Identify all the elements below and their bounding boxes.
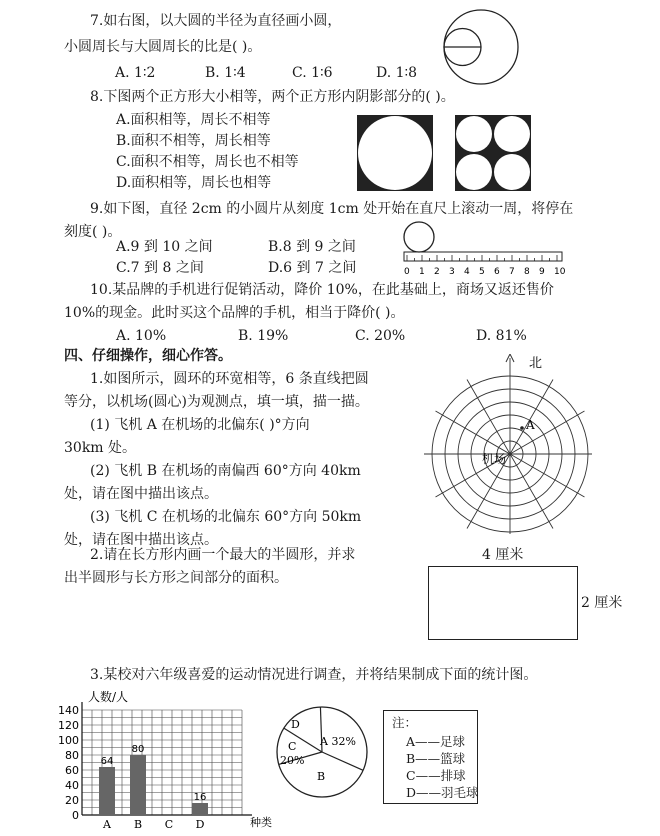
bar-ytick-label: 40 bbox=[65, 779, 79, 792]
polar-diagram bbox=[422, 354, 592, 534]
bar-category-label: A bbox=[103, 818, 111, 831]
s4-p1-c1: (3) 飞机 C 在机场的北偏东 60°方向 50km bbox=[90, 509, 362, 525]
q10-option-d: D. 81% bbox=[476, 328, 527, 344]
q10-option-b: B. 19% bbox=[238, 328, 289, 344]
q8-squares-figure bbox=[355, 113, 535, 193]
q8-option-c: C.面积不相等，周长也不相等 bbox=[116, 154, 299, 170]
q9-ruler-figure bbox=[398, 218, 568, 280]
ruler-label: 4 bbox=[464, 267, 470, 277]
q7-circles-figure bbox=[440, 6, 522, 88]
s4-p2-line1: 2.请在长方形内画一个最大的半圆形，并求 bbox=[90, 547, 356, 563]
bar-ytick-label: 60 bbox=[65, 764, 79, 777]
ruler-label: 9 bbox=[539, 267, 545, 277]
q8-option-d: D.面积相等，周长也相等 bbox=[116, 175, 272, 191]
q10-option-a: A. 10% bbox=[116, 328, 167, 344]
legend-item-c: C——排球 bbox=[406, 768, 466, 783]
legend-item-d: D——羽毛球 bbox=[406, 785, 479, 800]
ruler-label: 1 bbox=[419, 267, 425, 277]
q7-option-c: C. 1∶6 bbox=[292, 65, 333, 81]
bar-data-label: 16 bbox=[193, 792, 207, 803]
bar bbox=[99, 767, 115, 815]
q8-option-a: A.面积相等，周长不相等 bbox=[116, 112, 271, 128]
s4-p1-b2: 处，请在图中描出该点。 bbox=[64, 486, 218, 502]
bar-category-label: D bbox=[195, 818, 205, 831]
airport-label: 机场 bbox=[482, 452, 507, 466]
q9-option-b: B.8 到 9 之间 bbox=[268, 239, 356, 255]
q8-option-b: B.面积不相等，周长相等 bbox=[116, 133, 271, 149]
bar-chart-ylabel: 人数/人 bbox=[88, 690, 129, 704]
s4-p3-line: 3.某校对六年级喜爱的运动情况进行调查，并将结果制成下面的统计图。 bbox=[90, 667, 538, 683]
legend-item-a: A——足球 bbox=[406, 734, 466, 749]
pie-label-a: A 32% bbox=[320, 735, 356, 748]
rect-width-label: 4 厘米 bbox=[482, 547, 524, 563]
bar bbox=[192, 803, 208, 815]
q9-line1: 9.如下图，直径 2cm 的小圆片从刻度 1cm 处开始在直尺上滚动一周，将停在 bbox=[90, 201, 574, 217]
q7-option-b: B. 1∶4 bbox=[205, 65, 246, 81]
ruler-label: 7 bbox=[509, 267, 515, 277]
s4-p1-a1: (1) 飞机 A 在机场的北偏东( )°方向 bbox=[90, 417, 310, 433]
section-title: 四、仔细操作，细心作答。 bbox=[64, 348, 232, 364]
ruler-label: 0 bbox=[404, 267, 410, 277]
q7-option-d: D. 1∶8 bbox=[376, 65, 418, 81]
q8-line1: 8.下图两个正方形大小相等，两个正方形内阴影部分的( )。 bbox=[90, 89, 455, 105]
pie-label-c: C 20% bbox=[280, 740, 305, 767]
legend-title: 注： bbox=[392, 715, 418, 730]
point-a-label: A bbox=[526, 418, 535, 432]
q9-option-a: A.9 到 10 之间 bbox=[116, 239, 213, 255]
s4-p1-c2: 处，请在图中描出该点。 bbox=[64, 532, 218, 548]
s4-p1-a2: 30km 处。 bbox=[64, 440, 137, 456]
bar-data-label: 80 bbox=[131, 744, 145, 755]
bar-ytick-label: 20 bbox=[65, 794, 79, 807]
bar-chart bbox=[58, 688, 273, 834]
bar-category-label: B bbox=[133, 818, 143, 831]
ruler-label: 8 bbox=[524, 267, 530, 277]
q9-option-c: C.7 到 8 之间 bbox=[116, 260, 204, 276]
q7-line2: 小圆周长与大圆周长的比是( )。 bbox=[64, 39, 262, 55]
bar-ytick-label: 140 bbox=[58, 704, 79, 717]
pie-label-d: D bbox=[291, 718, 300, 731]
bar-ytick-label: 0 bbox=[72, 809, 79, 822]
q9-option-d: D.6 到 7 之间 bbox=[268, 260, 357, 276]
q7-line1: 7.如右图，以大圆的半径为直径画小圆， bbox=[90, 13, 342, 29]
pie-slice-edge bbox=[322, 752, 363, 770]
bar-ytick-label: 100 bbox=[58, 734, 79, 747]
bar-ytick-label: 80 bbox=[65, 749, 79, 762]
q7-option-a: A. 1∶2 bbox=[115, 65, 156, 81]
pie-chart bbox=[272, 702, 372, 802]
ruler-label: 5 bbox=[479, 267, 485, 277]
legend-item-b: B——篮球 bbox=[406, 751, 466, 766]
s4-p1-b1: (2) 飞机 B 在机场的南偏西 60°方向 40km bbox=[90, 463, 361, 479]
ruler-label: 2 bbox=[434, 267, 440, 277]
bar-chart-xlabel: 种类 bbox=[250, 816, 272, 829]
s4-p1-line2: 等分，以机场(圆心)为观测点，填一填，描一描。 bbox=[64, 394, 369, 410]
ruler-label: 10 bbox=[554, 267, 566, 277]
s4-p1-line1: 1.如图所示，圆环的环宽相等，6 条直线把圆 bbox=[90, 371, 369, 387]
north-label: 北 bbox=[529, 356, 543, 371]
chart-legend bbox=[383, 710, 478, 804]
point-a-dot bbox=[520, 426, 524, 430]
ruler-label: 3 bbox=[449, 267, 455, 277]
ruler-label: 6 bbox=[494, 267, 500, 277]
bar-data-label: 64 bbox=[100, 756, 114, 767]
rolling-disc bbox=[404, 222, 434, 252]
q10-line1: 10.某品牌的手机进行促销活动，降价 10%，在此基础上，商场又返还售价 bbox=[90, 282, 554, 298]
pie-label-b: B bbox=[317, 770, 326, 783]
rectangle bbox=[428, 566, 578, 640]
q9-line2: 刻度( )。 bbox=[64, 224, 122, 240]
rect-height-label: 2 厘米 bbox=[581, 595, 623, 611]
bar-ytick-label: 120 bbox=[58, 719, 79, 732]
bar bbox=[130, 755, 146, 815]
bar-category-label: C bbox=[164, 818, 174, 831]
ruler bbox=[404, 252, 562, 261]
s4-p2-line2: 出半圆形与长方形之间部分的面积。 bbox=[64, 570, 288, 586]
q10-option-c: C. 20% bbox=[355, 328, 406, 344]
q10-line2: 10%的现金。此时买这个品牌的手机，相当于降价( )。 bbox=[64, 305, 405, 321]
